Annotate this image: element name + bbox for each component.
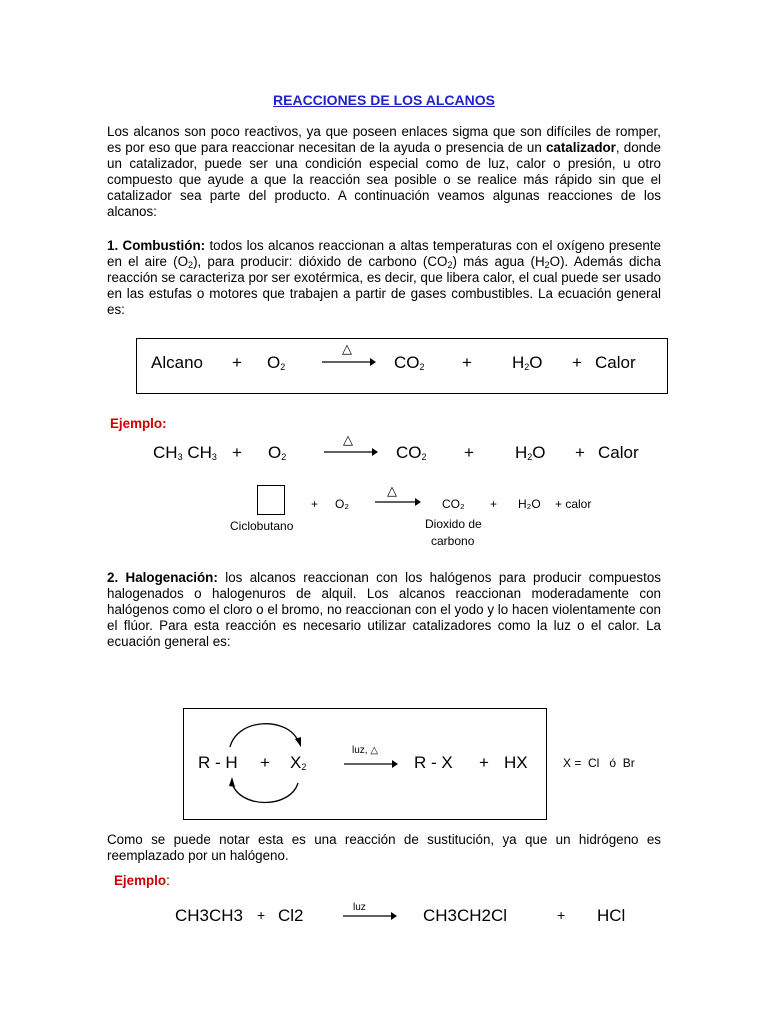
eq-ethane: [153, 443, 217, 463]
example-colon: :: [166, 873, 170, 888]
eq-hcl: HCl: [597, 906, 626, 925]
reaction-arrow-icon: [344, 759, 398, 769]
reaction-arrow-icon: [324, 447, 378, 457]
eq-plus: +: [462, 353, 472, 372]
eq-oxygen: [268, 443, 286, 463]
subscript: 2: [447, 260, 453, 270]
substitution-note: Como se puede notar esta es una reacción de sustitución, ya que un hidrógeno es reemplazado por un halógeno.: [107, 832, 661, 863]
co2-name-line2: carbono: [431, 534, 475, 548]
eq-oxygen: O₂: [335, 497, 349, 511]
intro-paragraph: [107, 124, 661, 220]
eq-plus: +: [479, 753, 489, 772]
subscript: 2: [421, 452, 427, 462]
delta-icon: △: [387, 483, 397, 498]
eq-plus: +: [232, 443, 242, 462]
eq-co2: [396, 443, 427, 463]
reaction-condition: luz, △: [352, 745, 379, 756]
eq-hx: HX: [504, 753, 528, 772]
eq-plus: +: [490, 497, 498, 511]
subscript: 2: [188, 260, 194, 270]
combustion-text-1: todos los alcanos reaccionan a altas temperaturas con el oxígeno presente en el aire (O: [107, 238, 661, 269]
halogen-note: X = Cl ó Br: [563, 756, 635, 770]
eq-rh: R - H: [198, 753, 238, 772]
o-letter: O: [267, 353, 281, 372]
x-letter: X: [290, 753, 302, 772]
co-text: CO: [394, 353, 420, 372]
intro-text-1: Los alcanos son poco reactivos, ya que poseen enlaces sigma que son difíciles de romper, es por eso que para reaccionar necesitan de la ayuda o presencia de un: [107, 124, 661, 155]
combustion-text-2: ), para producir: dióxido de carbono (CO: [193, 254, 448, 269]
subscript: 2: [544, 260, 550, 270]
combustion-text-3: ) más agua (H: [452, 254, 545, 269]
eq-plus: +: [311, 497, 319, 511]
intro-text-2: , donde un catalizador, puede ser una condición especial como de luz, calor o presión, u otro compuesto que ayude a que la reacción sea posible o se realice más rápido sin que el catalizador sea parte del producto. A continuación veamos algunas reacciones de los alcanos:: [107, 140, 661, 219]
combustion-text-4: O). Además dicha reacción se caracteriza por ser exotérmica, es decir, que libera calor, el cual puede ser usado en las estufas o motores que trabajen a partir de gases combustibles. La ecuación general es:: [107, 254, 662, 317]
eq-rx: R - X: [414, 753, 453, 772]
eq-plus: +: [257, 907, 266, 923]
eq-oxygen: [267, 353, 285, 373]
cyclobutane-label: Ciclobutano: [230, 519, 294, 533]
subscript: 3: [211, 452, 217, 462]
co-text: CO: [396, 443, 422, 462]
reaction-arrow-icon: [375, 497, 421, 507]
eq-co2: [394, 353, 425, 373]
eq-heat: + calor: [555, 497, 592, 511]
halogenation-text: los alcanos reaccionan con los halógenos para producir compuestos halogenados o halogenuros de alquil. Los alcanos reaccionan moderadamente con halógenos como el cloro o el bromo, no reaccionan con el yodo y lo hacen violentamente con el flúor. Para esta reacción es necesario utilizar catalizadores como la luz o el calor. La ecuación general es:: [107, 570, 661, 649]
eq-h2o: H₂O: [518, 497, 541, 511]
subscript: 2: [524, 362, 530, 372]
delta-icon: △: [342, 341, 352, 356]
subscript: 2: [281, 452, 287, 462]
example-label-2: [114, 873, 170, 888]
reaction-arrow-icon: [322, 357, 376, 367]
reaction-condition: luz: [353, 902, 366, 913]
eq-reactant: Alcano: [151, 353, 203, 372]
h-text: H: [512, 353, 525, 372]
eq-plus: +: [575, 443, 585, 462]
subscript: 2: [301, 762, 307, 772]
combustion-example-equation: [150, 430, 670, 470]
eq-x2: [290, 753, 306, 773]
eq-plus: +: [572, 353, 582, 372]
eq-h2o: [512, 353, 543, 373]
halogenation-general-equation: [183, 708, 547, 820]
o-text: O: [532, 443, 546, 462]
eq-heat: Calor: [598, 443, 639, 462]
eq-chloroethane: CH3CH2Cl: [423, 906, 508, 925]
co2-name-line1: Dioxido de: [425, 517, 482, 531]
example-label: Ejemplo:: [110, 416, 167, 431]
eq-plus: +: [232, 353, 242, 372]
halogenation-heading: 2. Halogenación:: [107, 570, 218, 585]
eq-plus: +: [260, 753, 270, 772]
halogenation-example-equation: [175, 898, 635, 934]
o-text: O: [529, 353, 543, 372]
subscript: 2: [527, 452, 533, 462]
eq-plus: +: [557, 907, 566, 923]
combustion-heading: 1. Combustión:: [107, 238, 206, 253]
cyclobutane-example: [225, 483, 605, 553]
combustion-general-equation: [136, 338, 668, 394]
halogenation-paragraph: [107, 570, 661, 650]
delta-icon: △: [343, 432, 353, 447]
ch-text: CH: [153, 443, 178, 462]
intro-bold-catalizador: catalizador: [545, 140, 616, 155]
subscript: 2: [419, 362, 425, 372]
subscript: 2: [280, 362, 286, 372]
cyclobutane-square-icon: [257, 485, 285, 515]
subscript: 3: [177, 452, 183, 462]
page-title: REACCIONES DE LOS ALCANOS: [273, 92, 495, 108]
eq-plus: +: [464, 443, 474, 462]
eq-h2o: [515, 443, 546, 463]
example-label-text: Ejemplo: [114, 873, 167, 888]
reaction-arrow-icon: [343, 911, 397, 921]
eq-ethane: CH3CH3: [175, 906, 244, 925]
eq-heat: Calor: [595, 353, 636, 372]
eq-co2: CO₂: [442, 497, 465, 511]
combustion-paragraph: [107, 238, 661, 318]
ch-text: CH: [187, 443, 212, 462]
o-letter: O: [268, 443, 282, 462]
h-text: H: [515, 443, 528, 462]
eq-chlorine: Cl2: [278, 906, 304, 925]
